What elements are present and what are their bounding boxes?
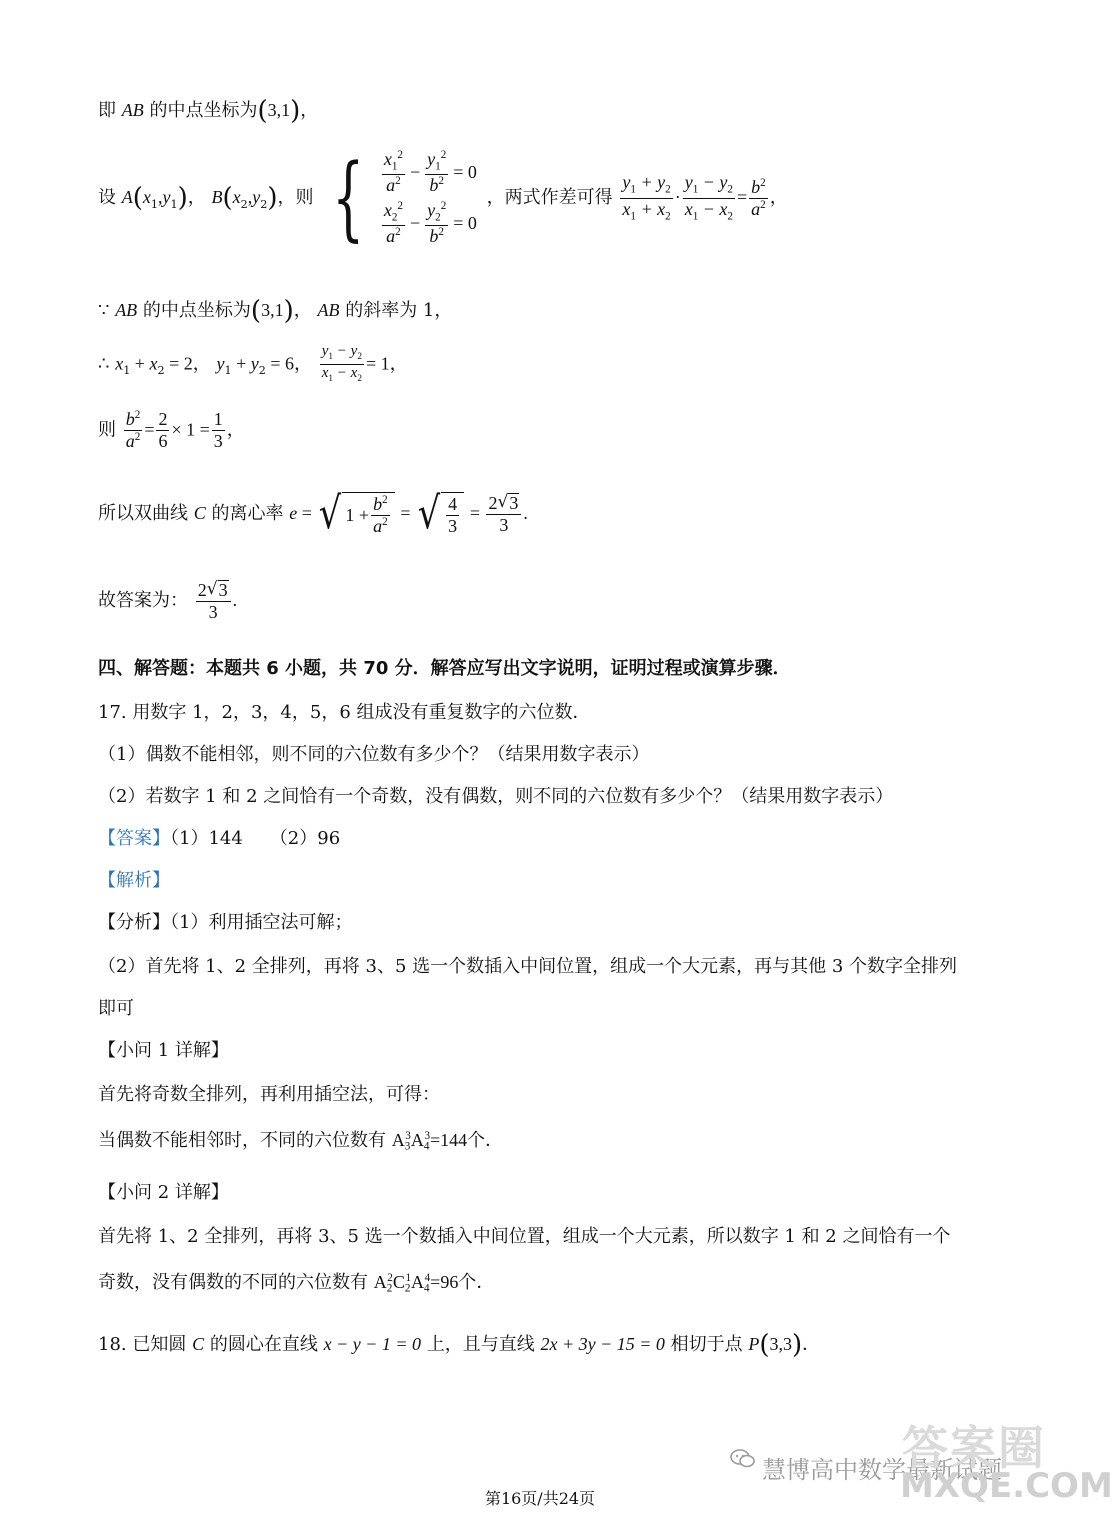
solution-line-eccentricity: 所以双曲线 C 的离心率 e = √ 1 + $\frac{b^2}{a^2}$ = √ $\frac{4}{3}$ = 2 √ 3 3 . bbox=[98, 488, 528, 539]
equation-system: { $\frac{x_1^2}{a^2}$ − $\frac{y_1^2}{b^2}$ = 0 $\frac{x_2^2}{a^2}$ − $\frac{y_2^2}{b^2}$ = 0 bbox=[332, 144, 477, 252]
q17-part2: （2）若数字 1 和 2 之间恰有一个奇数，没有偶数，则不同的六位数有多少个？（结果用数字表示） bbox=[98, 786, 894, 807]
q17-sub1-line2: 当偶数不能相邻时，不同的六位数有 $A_3^3A_4^3=144$个． bbox=[98, 1130, 504, 1153]
q17-part1: （1）偶数不能相邻，则不同的六位数有多少个？（结果用数字表示） bbox=[98, 744, 650, 765]
analysis-tag: 【解析】 bbox=[98, 870, 170, 891]
solution-line-ratio: 则 $\frac{b^2}{a^2}$ = $\frac{2}{6}$ × 1 = $\frac{1}{3}$ ， bbox=[98, 409, 245, 451]
q17-fenxi-1: 【分析】（1）利用插空法可解； bbox=[98, 912, 353, 933]
q17-sub1-line1: 首先将奇数全排列，再利用插空法，可得： bbox=[98, 1084, 440, 1105]
watermark-site: MXQE.COM bbox=[900, 1466, 1113, 1506]
q17-answer: 【答案】（1）144 （2）96 bbox=[98, 828, 341, 849]
q17-fenxi-2a: （2）首先将 1、2 全排列，再将 3、5 选一个数插入中间位置，组成一个大元素，再与其他 3 个数字全排列 bbox=[98, 956, 958, 977]
q17-fenxi-2b: 即可 bbox=[98, 998, 134, 1019]
watermark-logo: 答案圈 bbox=[902, 1421, 1046, 1475]
q17-sub2-tag: 【小问 2 详解】 bbox=[98, 1182, 229, 1203]
solution-line-system: 设 $A(x_1,y_1)$， $B(x_2,y_2)$，则 { $\frac{x_1^2}{a^2}$ − $\frac{y_1^2}{b^2}$ = 0 $\frac{x_2^2}{a^2}$ − $\frac{y_2^2}{b^2}$ = 0 ，两式作差可得 $\frac{y_1 + y_2}{x_1 + x_2}$ · $\frac{y_1 - y_2}{x_1 - x_2}$ = $\frac{b^2}{a^2}$ ， bbox=[98, 144, 788, 252]
q17-stem: 17. 用数字 1，2，3，4，5，6 组成没有重复数字的六位数． bbox=[98, 702, 591, 723]
page-footer: 第16页/共24页 bbox=[484, 1489, 596, 1508]
solution-line-midpoint: 即 AB 的中点坐标为(3,1)， bbox=[98, 96, 319, 126]
q18-stem: 18. 已知圆 C 的圆心在直线 x − y − 1 = 0 上，且与直线 2x + 3y − 15 = 0 相切于点 P(3,3)． bbox=[98, 1330, 821, 1360]
solution-line-sums: ∴ $x_1 + x_2 = 2$， $y_1 + y_2 = 6$， $\frac{y_1 - y_2}{x_1 - x_2}$ = 1， bbox=[98, 343, 408, 384]
solution-line-slope: ∵ AB 的中点坐标为(3,1)， AB 的斜率为 1， bbox=[98, 296, 453, 326]
q17-sub2-line1: 首先将 1、2 全排列，再将 3、5 选一个数插入中间位置，组成一个大元素，所以数字 1 和 2 之间恰有一个 bbox=[98, 1226, 951, 1247]
q17-sub1-tag: 【小问 1 详解】 bbox=[98, 1040, 229, 1061]
section-heading: 四、解答题：本题共 6 小题，共 70 分．解答应写出文字说明，证明过程或演算步骤． bbox=[98, 658, 791, 679]
wechat-icon bbox=[730, 1448, 756, 1470]
answer-tag: 【答案】 bbox=[98, 828, 170, 849]
q17-sub2-line2: 奇数，没有偶数的不同的六位数有 $A_2^2C_2^1A_4^4=96$个． bbox=[98, 1272, 495, 1295]
solution-line-answer: 故答案为： 2 √ 3 3 . bbox=[98, 579, 238, 622]
watermark-name: 慧博高中数学最新试题 bbox=[762, 1456, 1002, 1484]
